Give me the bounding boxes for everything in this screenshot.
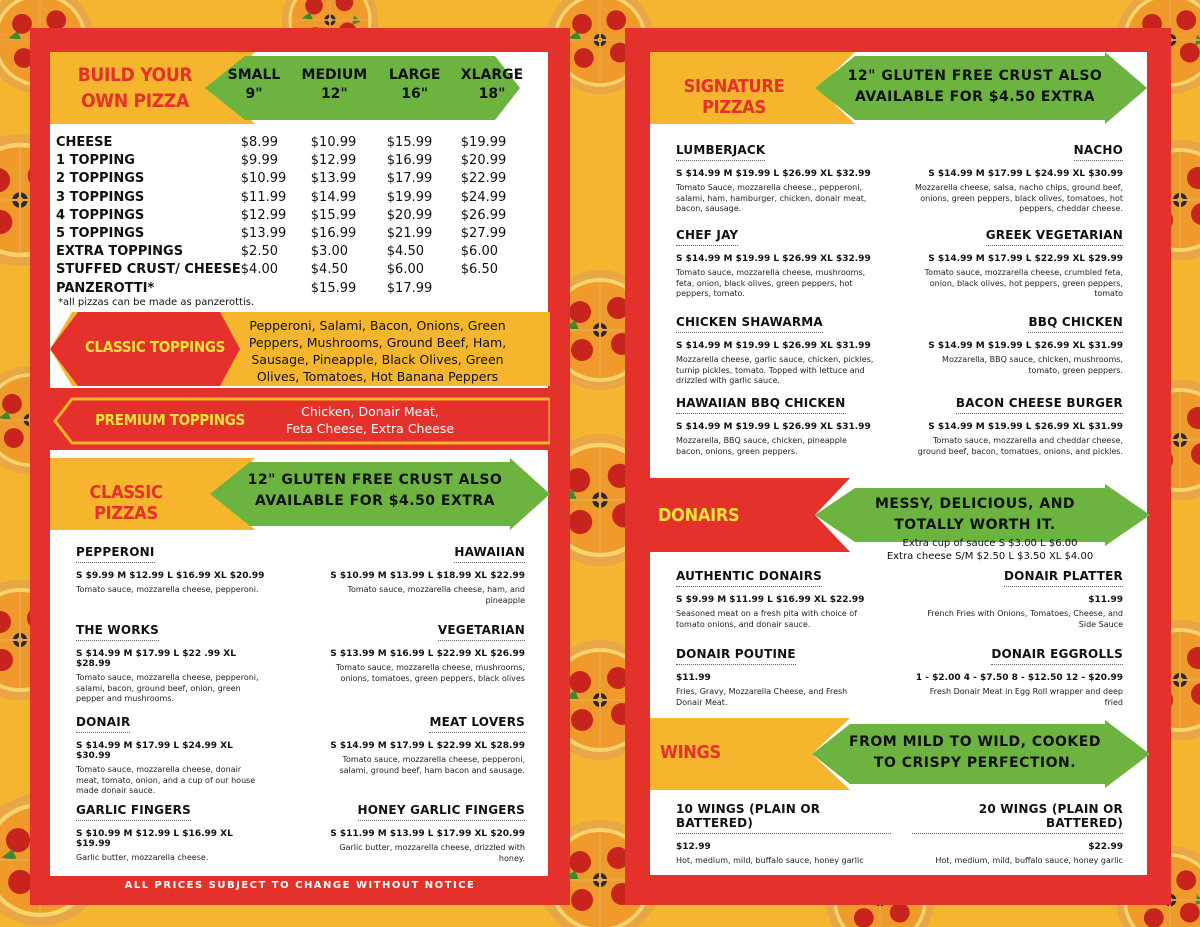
menu-item xyxy=(676,802,891,867)
signature-gluten-banner xyxy=(830,66,1120,108)
menu-item xyxy=(915,392,1123,457)
menu-item xyxy=(676,224,876,300)
price-cell: $13.99 xyxy=(310,171,357,187)
price-cell: $4.50 xyxy=(386,244,424,260)
menu-item-name: HAWAIIAN xyxy=(454,545,525,563)
price-cell: $10.99 xyxy=(310,135,357,150)
menu-item-name: THE WORKS xyxy=(76,623,159,641)
menu-item-desc: Mozzarella, BBQ sauce, chicken, pineapple bacon, onions, green peppers. xyxy=(676,436,847,456)
price-cell: $16.99 xyxy=(386,153,433,169)
menu-item-price: $11.99 xyxy=(676,673,711,683)
menu-item-price: $12.99 xyxy=(676,842,711,852)
menu-item-name: DONAIR xyxy=(76,715,130,733)
menu-item-desc: Tomato sauce, mozzarella cheese, crumbled feta, onion, black olives, hot peppers, green peppers, tomato xyxy=(924,268,1123,298)
wings-header xyxy=(650,718,1150,790)
menu-item-price: $11.99 xyxy=(1088,595,1123,605)
donair-extras xyxy=(880,538,1100,563)
price-cell: $15.99 xyxy=(310,207,357,223)
menu-item xyxy=(320,619,525,684)
menu-item xyxy=(915,311,1123,376)
price-cell: $9.99 xyxy=(240,153,278,169)
donair-extra-sauce: Extra cup of sauce S $3.00 L $6.00 xyxy=(902,538,1078,549)
price-cell: $27.99 xyxy=(460,226,507,242)
build-price-table xyxy=(56,134,531,298)
signature-gluten-line1: 12" GLUTEN FREE CRUST ALSO xyxy=(847,68,1103,84)
menu-item-name: HONEY GARLIC FINGERS xyxy=(358,803,525,821)
price-cell: $24.99 xyxy=(460,189,507,205)
menu-item-price: S $14.99 M $19.99 L $26.99 XL $32.99 xyxy=(676,254,871,264)
size-large-inch: 16" xyxy=(401,86,429,102)
price-row-name: 2 TOPPINGS xyxy=(56,171,145,187)
menu-item-desc: Fresh Donair Meat in Egg Roll wrapper and deep fried xyxy=(929,687,1123,707)
panzerotti-note: *all pizzas can be made as panzerottis. xyxy=(58,297,255,308)
menu-item-name: LUMBERJACK xyxy=(676,143,765,161)
price-cell: $13.99 xyxy=(240,226,287,242)
premium-toppings-title: PREMIUM TOPPINGS xyxy=(95,411,245,429)
menu-item-desc: Tomato sauce, mozzarella and cheddar cheese, ground beef, bacon, tomatoes, onions, and pickles. xyxy=(917,436,1123,456)
price-cell: $6.00 xyxy=(386,262,424,278)
price-cell: $2.50 xyxy=(240,244,278,260)
menu-item-desc: Tomato Sauce, mozzarella cheese., pepperoni, salami, ham, hamburger, chicken, donair meat, bacon, sausage. xyxy=(676,183,867,213)
price-row-name: PANZEROTTI* xyxy=(56,280,155,296)
price-cell: $17.99 xyxy=(386,280,433,296)
menu-item-price: S $14.99 M $19.99 L $26.99 XL $31.99 xyxy=(928,422,1123,432)
menu-item-price: S $9.99 M $12.99 L $16.99 XL $20.99 xyxy=(76,571,265,581)
price-cell: $4.50 xyxy=(310,262,348,278)
menu-item-price: S $14.99 M $17.99 L $22.99 XL $29.99 xyxy=(928,254,1123,264)
menu-item xyxy=(76,711,266,797)
menu-item-name: DONAIR POUTINE xyxy=(676,647,796,665)
price-cell: $10.99 xyxy=(240,171,287,187)
menu-item-desc: Fries, Gravy, Mozzarella Cheese, and Fresh Donair Meat. xyxy=(676,687,848,707)
size-small-inch: 9" xyxy=(245,86,263,102)
size-large: LARGE xyxy=(388,67,441,83)
menu-item-name: GARLIC FINGERS xyxy=(76,803,191,821)
price-cell: $21.99 xyxy=(386,226,433,242)
price-row xyxy=(56,243,531,261)
menu-item-price: S $14.99 M $17.99 L $24.99 XL $30.99 xyxy=(76,741,233,761)
price-row-name: 1 TOPPING xyxy=(56,153,135,169)
wings-banner xyxy=(835,732,1115,774)
menu-item-name: DONAIR PLATTER xyxy=(1004,569,1123,587)
menu-item-desc: Tomato sauce, mozzarella cheese, mushrooms, feta, onion, black olives, green peppers, hot peppers, tomato. xyxy=(676,268,866,298)
menu-item xyxy=(676,139,876,215)
menu-item-price: $22.99 xyxy=(1088,842,1123,852)
price-cell: $12.99 xyxy=(240,207,287,223)
menu-item xyxy=(915,224,1123,300)
menu-item xyxy=(320,541,525,606)
premium-toppings-banner xyxy=(50,396,550,446)
premium-toppings-text xyxy=(270,403,470,437)
price-row-name: 3 TOPPINGS xyxy=(56,189,145,205)
price-cell: $8.99 xyxy=(240,135,278,150)
price-row-name: CHEESE xyxy=(56,135,113,150)
footer-note: ALL PRICES SUBJECT TO CHANGE WITHOUT NOTICE xyxy=(124,880,476,891)
wings-line2: TO CRISPY PERFECTION. xyxy=(873,755,1077,771)
menu-item xyxy=(915,643,1123,708)
price-cell: $26.99 xyxy=(460,207,507,223)
price-row xyxy=(56,225,531,243)
price-row-name: 4 TOPPINGS xyxy=(56,207,145,223)
donairs-line2: TOTALLY WORTH IT. xyxy=(894,517,1056,533)
menu-item xyxy=(320,799,525,864)
classic-gluten-banner xyxy=(230,470,520,512)
menu-item xyxy=(915,565,1123,630)
menu-item-name: MEAT LOVERS xyxy=(429,715,525,733)
price-cell: $15.99 xyxy=(386,135,433,150)
menu-item-name: CHICKEN SHAWARMA xyxy=(676,315,823,333)
price-row xyxy=(56,170,531,188)
price-cell: $19.99 xyxy=(386,189,433,205)
menu-item-price: S $14.99 M $19.99 L $26.99 XL $32.99 xyxy=(676,169,871,179)
classic-pizzas-title: CLASSIC PIZZAS xyxy=(89,482,163,524)
menu-item-desc: Tomato sauce, mozzarella cheese, mushrooms, onions, tomatoes, green peppers, black olives xyxy=(335,663,525,683)
menu-item-desc: Tomato sauce, mozzarella cheese, pepperoni, salami, ground beef, ham bacon and sausage. xyxy=(339,755,525,775)
build-header xyxy=(50,52,548,124)
menu-item xyxy=(676,392,876,457)
classic-toppings-text: Pepperoni, Salami, Bacon, Onions, Green Peppers, Mushrooms, Ground Beef, Ham, Sausage, Pineapple, Black Olives, Green Olives, Tomatoes, Hot Banana Peppers xyxy=(248,318,507,384)
menu-item-desc: Mozzarella cheese, salsa, nacho chips, ground beef, onions, green peppers, black olives, tomatoes, hot peppers, cheddar cheese. xyxy=(915,183,1123,213)
donairs-line1: MESSY, DELICIOUS, AND xyxy=(874,496,1076,512)
menu-item-name: 20 WINGS (PLAIN OR BATTERED) xyxy=(912,802,1123,834)
menu-item-price: S $10.99 M $12.99 L $16.99 XL $19.99 xyxy=(76,829,233,849)
menu-item-name: BBQ CHICKEN xyxy=(1028,315,1123,333)
price-cell xyxy=(241,280,311,298)
wings-line1: FROM MILD TO WILD, COOKED xyxy=(849,734,1101,750)
price-cell: $3.00 xyxy=(310,244,348,260)
menu-item-desc: Tomato sauce, mozzarella cheese, ham, and pineapple xyxy=(347,585,525,605)
donair-extra-cheese: Extra cheese S/M $2.50 L $3.50 XL $4.00 xyxy=(886,550,1094,562)
price-row xyxy=(56,152,531,170)
menu-item-price: S $14.99 M $19.99 L $26.99 XL $31.99 xyxy=(676,422,871,432)
menu-item-name: DONAIR EGGROLLS xyxy=(991,647,1123,665)
menu-item-desc: Mozzarella, BBQ sauce, chicken, mushrooms, tomato, green peppers. xyxy=(942,355,1123,375)
price-cell: $17.99 xyxy=(386,171,433,187)
menu-item-price: S $10.99 M $13.99 L $18.99 XL $22.99 xyxy=(330,571,525,581)
menu-item-desc: French Fries with Onions, Tomatoes, Cheese, and Side Sauce xyxy=(927,609,1123,629)
menu-item-name: GREEK VEGETARIAN xyxy=(986,228,1123,246)
menu-item xyxy=(915,139,1123,215)
menu-item-name: 10 WINGS (PLAIN OR BATTERED) xyxy=(676,802,891,834)
signature-header xyxy=(650,52,1147,124)
classic-toppings-title: CLASSIC TOPPINGS xyxy=(84,338,226,356)
menu-item xyxy=(320,711,525,776)
menu-item-desc: Tomato sauce, mozzarella cheese, pepperoni, salami, bacon, ground beef, onion, green pepper and mushrooms. xyxy=(76,673,259,703)
price-row xyxy=(56,207,531,225)
price-cell: $20.99 xyxy=(386,207,433,223)
menu-item-price: S $14.99 M $19.99 L $26.99 XL $31.99 xyxy=(928,341,1123,351)
menu-item-name: NACHO xyxy=(1074,143,1123,161)
size-headers xyxy=(220,66,530,104)
menu-item xyxy=(912,802,1123,867)
menu-item-desc: Mozzarella cheese, garlic sauce, chicken, pickles, turnip pickles, tomato. Topped with lettuce and drizzled with garlic sauce. xyxy=(676,355,874,385)
menu-item-price: S $14.99 M $17.99 L $24.99 XL $30.99 xyxy=(928,169,1123,179)
menu-item-desc: Seasoned meat on a fresh pita with choice of tomato onions, and donair sauce. xyxy=(676,609,858,629)
price-cell: $20.99 xyxy=(460,153,507,169)
menu-item-price: S $13.99 M $16.99 L $22.99 XL $26.99 xyxy=(330,649,525,659)
size-medium-inch: 12" xyxy=(320,86,348,102)
size-medium: MEDIUM xyxy=(301,67,368,83)
price-row-name: STUFFED CRUST/ CHEESE xyxy=(56,262,241,278)
classic-gluten-line1: 12" GLUTEN FREE CRUST ALSO xyxy=(247,472,503,488)
classic-gluten-line2: AVAILABLE FOR $4.50 EXTRA xyxy=(255,493,495,509)
menu-item xyxy=(76,799,266,864)
classic-pizzas-header xyxy=(50,458,550,530)
size-xlarge-inch: 18" xyxy=(478,86,506,102)
classic-toppings-banner xyxy=(50,312,550,386)
menu-item xyxy=(76,541,266,596)
price-cell: $15.99 xyxy=(310,280,357,296)
menu-item-name: CHEF JAY xyxy=(676,228,738,246)
donairs-banner xyxy=(845,494,1105,536)
price-row-name: EXTRA TOPPINGS xyxy=(56,244,184,260)
size-xlarge: XLARGE xyxy=(460,67,524,83)
menu-item xyxy=(676,311,876,387)
price-cell: $14.99 xyxy=(310,189,357,205)
price-cell: $22.99 xyxy=(460,171,507,187)
menu-item-price: S $14.99 M $17.99 L $22 .99 XL $28.99 xyxy=(76,649,236,669)
price-cell: $16.99 xyxy=(310,226,357,242)
menu-item-name: HAWAIIAN BBQ CHICKEN xyxy=(676,396,846,414)
build-title: BUILD YOUR OWN PIZZA xyxy=(77,64,193,112)
menu-item-name: PEPPERONI xyxy=(76,545,155,563)
menu-item-name: BACON CHEESE BURGER xyxy=(956,396,1123,414)
menu-item-desc: Hot, medium, mild, buffalo sauce, honey garlic xyxy=(935,856,1123,865)
price-row xyxy=(56,261,531,279)
menu-item-price: 1 - $2.00 4 - $7.50 8 - $12.50 12 - $20.99 xyxy=(915,673,1123,683)
premium-line-2: Feta Cheese, Extra Cheese xyxy=(285,421,455,436)
menu-item-price: S $11.99 M $13.99 L $17.99 XL $20.99 xyxy=(330,829,525,839)
price-cell xyxy=(461,280,531,298)
menu-item-desc: Garlic butter, mozzarella cheese, drizzled with honey. xyxy=(339,843,525,863)
menu-item-desc: Tomato sauce, mozzarella cheese, donair meat, tomato, onion, and a cup of our house made donair sauce. xyxy=(76,765,256,795)
size-small: SMALL xyxy=(227,67,281,83)
menu-item-price: S $9.99 M $11.99 L $16.99 XL $22.99 xyxy=(676,595,865,605)
menu-item xyxy=(76,619,266,705)
price-cell: $11.99 xyxy=(240,189,287,205)
menu-item xyxy=(676,565,876,630)
menu-item-price: S $14.99 M $17.99 L $22.99 XL $28.99 xyxy=(330,741,525,751)
menu-item-price: S $14.99 M $19.99 L $26.99 XL $31.99 xyxy=(676,341,871,351)
menu-item xyxy=(676,643,876,708)
price-cell: $6.50 xyxy=(460,262,498,278)
wings-title: WINGS xyxy=(660,742,721,763)
signature-gluten-line2: AVAILABLE FOR $4.50 EXTRA xyxy=(855,89,1095,105)
price-cell: $12.99 xyxy=(310,153,357,169)
price-row-name: 5 TOPPINGS xyxy=(56,226,145,242)
price-row xyxy=(56,134,531,152)
price-cell: $19.99 xyxy=(460,135,507,150)
price-cell: $4.00 xyxy=(240,262,278,278)
menu-item-name: VEGETARIAN xyxy=(438,623,525,641)
menu-item-desc: Tomato sauce, mozzarella cheese, pepperoni. xyxy=(76,585,259,594)
donairs-title: DONAIRS xyxy=(658,505,740,526)
menu-item-desc: Hot, medium, mild, buffalo sauce, honey garlic xyxy=(676,856,864,865)
signature-title: SIGNATURE PIZZAS xyxy=(683,76,785,118)
premium-line-1: Chicken, Donair Meat, xyxy=(301,404,439,419)
price-row xyxy=(56,189,531,207)
menu-item-desc: Garlic butter, mozzarella cheese. xyxy=(76,853,209,862)
price-row xyxy=(56,280,531,298)
price-cell: $6.00 xyxy=(460,244,498,260)
menu-item-name: AUTHENTIC DONAIRS xyxy=(676,569,822,587)
